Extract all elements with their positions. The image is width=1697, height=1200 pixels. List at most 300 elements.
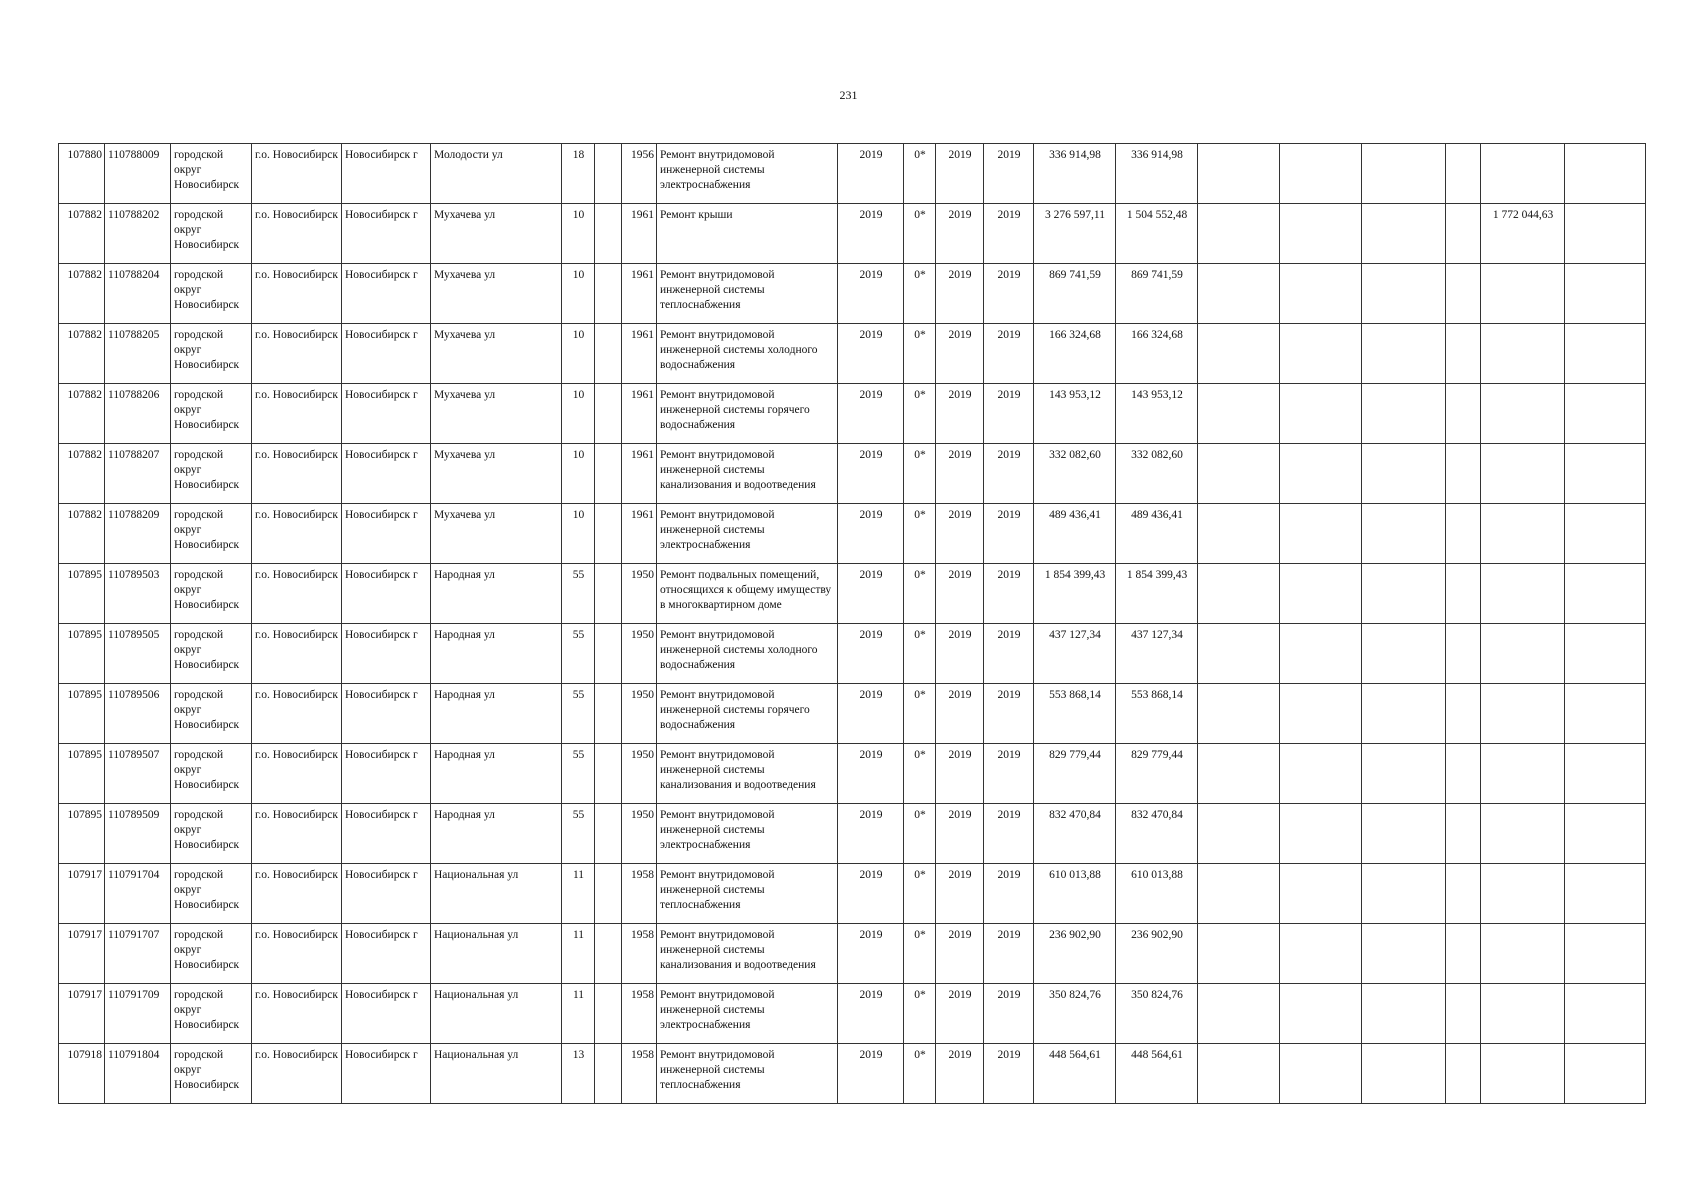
row-building xyxy=(595,744,622,804)
row-empty-2 xyxy=(1280,324,1362,384)
row-mo-short: г.о. Новосибирск xyxy=(252,924,342,984)
row-work-type: Ремонт крыши xyxy=(657,204,838,264)
row-city: Новосибирск г xyxy=(342,864,431,924)
row-year-end: 2019 xyxy=(984,804,1034,864)
row-municipality: городской округ Новосибирск xyxy=(171,924,252,984)
row-empty-1 xyxy=(1198,984,1280,1044)
row-mo-short: г.о. Новосибирск xyxy=(252,864,342,924)
row-extra-cost xyxy=(1481,444,1565,504)
row-empty-2 xyxy=(1280,924,1362,984)
row-city: Новосибирск г xyxy=(342,144,431,204)
row-flag: 0* xyxy=(904,504,936,564)
row-plan-year: 2019 xyxy=(838,384,904,444)
table-row xyxy=(59,864,1646,924)
row-total-cost: 1 854 399,43 xyxy=(1034,564,1116,624)
row-building xyxy=(595,504,622,564)
row-municipality: городской округ Новосибирск xyxy=(171,684,252,744)
row-total-cost: 610 013,88 xyxy=(1034,864,1116,924)
row-year-end: 2019 xyxy=(984,384,1034,444)
row-mo-short: г.о. Новосибирск xyxy=(252,264,342,324)
row-mo-short: г.о. Новосибирск xyxy=(252,984,342,1044)
row-municipality: городской округ Новосибирск xyxy=(171,444,252,504)
row-fund-cost: 336 914,98 xyxy=(1116,144,1198,204)
row-year-built: 1958 xyxy=(622,984,657,1044)
row-empty-3 xyxy=(1362,444,1446,504)
row-work-type: Ремонт подвальных помещений, относящихся к общему имуществу в многоквартирном доме xyxy=(657,564,838,624)
row-fund-cost: 829 779,44 xyxy=(1116,744,1198,804)
capital-repair-table xyxy=(58,143,1646,1104)
row-empty-1 xyxy=(1198,744,1280,804)
row-flag: 0* xyxy=(904,684,936,744)
row-street: Национальная ул xyxy=(431,864,562,924)
row-building xyxy=(595,384,622,444)
row-building xyxy=(595,1044,622,1104)
row-empty-5 xyxy=(1565,384,1646,444)
row-id: 107917 xyxy=(59,924,105,984)
row-work-type: Ремонт внутридомовой инженерной системы канализования и водоотведения xyxy=(657,924,838,984)
table-row xyxy=(59,504,1646,564)
row-plan-year: 2019 xyxy=(838,504,904,564)
row-total-cost: 489 436,41 xyxy=(1034,504,1116,564)
row-total-cost: 3 276 597,11 xyxy=(1034,204,1116,264)
row-extra-cost xyxy=(1481,984,1565,1044)
row-year-built: 1961 xyxy=(622,504,657,564)
row-empty-1 xyxy=(1198,624,1280,684)
row-code: 110789506 xyxy=(105,684,171,744)
row-empty-5 xyxy=(1565,804,1646,864)
row-house: 13 xyxy=(562,1044,595,1104)
row-work-type: Ремонт внутридомовой инженерной системы электроснабжения xyxy=(657,504,838,564)
row-city: Новосибирск г xyxy=(342,204,431,264)
row-work-type: Ремонт внутридомовой инженерной системы электроснабжения xyxy=(657,144,838,204)
row-total-cost: 236 902,90 xyxy=(1034,924,1116,984)
row-empty-3 xyxy=(1362,804,1446,864)
row-extra-cost xyxy=(1481,1044,1565,1104)
row-year-start: 2019 xyxy=(936,684,984,744)
row-plan-year: 2019 xyxy=(838,744,904,804)
table-row xyxy=(59,804,1646,864)
row-empty-4 xyxy=(1446,204,1481,264)
row-empty-2 xyxy=(1280,384,1362,444)
row-empty-2 xyxy=(1280,444,1362,504)
row-street: Мухачева ул xyxy=(431,264,562,324)
table-row xyxy=(59,144,1646,204)
row-building xyxy=(595,924,622,984)
row-mo-short: г.о. Новосибирск xyxy=(252,384,342,444)
table-row xyxy=(59,684,1646,744)
row-code: 110788204 xyxy=(105,264,171,324)
row-year-built: 1956 xyxy=(622,144,657,204)
row-house: 55 xyxy=(562,564,595,624)
row-plan-year: 2019 xyxy=(838,144,904,204)
row-work-type: Ремонт внутридомовой инженерной системы канализования и водоотведения xyxy=(657,444,838,504)
row-year-built: 1950 xyxy=(622,624,657,684)
row-empty-5 xyxy=(1565,864,1646,924)
row-year-end: 2019 xyxy=(984,924,1034,984)
row-city: Новосибирск г xyxy=(342,564,431,624)
row-year-start: 2019 xyxy=(936,504,984,564)
row-year-end: 2019 xyxy=(984,984,1034,1044)
row-fund-cost: 832 470,84 xyxy=(1116,804,1198,864)
row-municipality: городской округ Новосибирск xyxy=(171,1044,252,1104)
row-plan-year: 2019 xyxy=(838,324,904,384)
row-empty-3 xyxy=(1362,204,1446,264)
row-extra-cost xyxy=(1481,504,1565,564)
row-code: 110791804 xyxy=(105,1044,171,1104)
row-year-start: 2019 xyxy=(936,324,984,384)
row-year-start: 2019 xyxy=(936,624,984,684)
table-row xyxy=(59,324,1646,384)
row-extra-cost xyxy=(1481,144,1565,204)
row-building xyxy=(595,204,622,264)
row-code: 110788205 xyxy=(105,324,171,384)
page-number: 231 xyxy=(839,88,858,102)
row-house: 11 xyxy=(562,924,595,984)
row-year-built: 1950 xyxy=(622,744,657,804)
row-street: Народная ул xyxy=(431,564,562,624)
row-year-end: 2019 xyxy=(984,204,1034,264)
row-year-start: 2019 xyxy=(936,804,984,864)
row-city: Новосибирск г xyxy=(342,504,431,564)
row-year-built: 1961 xyxy=(622,264,657,324)
row-year-end: 2019 xyxy=(984,264,1034,324)
row-empty-1 xyxy=(1198,384,1280,444)
row-id: 107918 xyxy=(59,1044,105,1104)
row-empty-4 xyxy=(1446,924,1481,984)
row-code: 110789505 xyxy=(105,624,171,684)
row-city: Новосибирск г xyxy=(342,1044,431,1104)
row-municipality: городской округ Новосибирск xyxy=(171,324,252,384)
row-total-cost: 166 324,68 xyxy=(1034,324,1116,384)
row-mo-short: г.о. Новосибирск xyxy=(252,204,342,264)
row-year-built: 1958 xyxy=(622,864,657,924)
row-street: Мухачева ул xyxy=(431,204,562,264)
row-empty-3 xyxy=(1362,624,1446,684)
row-year-start: 2019 xyxy=(936,744,984,804)
row-street: Мухачева ул xyxy=(431,384,562,444)
row-year-built: 1961 xyxy=(622,444,657,504)
row-mo-short: г.о. Новосибирск xyxy=(252,144,342,204)
row-city: Новосибирск г xyxy=(342,804,431,864)
row-plan-year: 2019 xyxy=(838,684,904,744)
row-empty-3 xyxy=(1362,864,1446,924)
row-empty-3 xyxy=(1362,504,1446,564)
row-year-end: 2019 xyxy=(984,744,1034,804)
row-extra-cost xyxy=(1481,684,1565,744)
row-empty-5 xyxy=(1565,924,1646,984)
row-street: Национальная ул xyxy=(431,1044,562,1104)
row-id: 107917 xyxy=(59,864,105,924)
row-code: 110789507 xyxy=(105,744,171,804)
row-house: 11 xyxy=(562,984,595,1044)
row-street: Народная ул xyxy=(431,684,562,744)
row-flag: 0* xyxy=(904,144,936,204)
row-work-type: Ремонт внутридомовой инженерной системы теплоснабжения xyxy=(657,864,838,924)
row-total-cost: 437 127,34 xyxy=(1034,624,1116,684)
table-row xyxy=(59,984,1646,1044)
row-code: 110788209 xyxy=(105,504,171,564)
row-house: 10 xyxy=(562,324,595,384)
row-house: 10 xyxy=(562,504,595,564)
row-year-end: 2019 xyxy=(984,1044,1034,1104)
row-total-cost: 553 868,14 xyxy=(1034,684,1116,744)
row-fund-cost: 166 324,68 xyxy=(1116,324,1198,384)
row-extra-cost xyxy=(1481,384,1565,444)
row-id: 107895 xyxy=(59,564,105,624)
table-row xyxy=(59,1044,1646,1104)
row-id: 107917 xyxy=(59,984,105,1044)
row-flag: 0* xyxy=(904,264,936,324)
row-id: 107895 xyxy=(59,804,105,864)
row-fund-cost: 236 902,90 xyxy=(1116,924,1198,984)
row-empty-2 xyxy=(1280,504,1362,564)
row-mo-short: г.о. Новосибирск xyxy=(252,564,342,624)
row-empty-5 xyxy=(1565,744,1646,804)
row-house: 55 xyxy=(562,744,595,804)
row-fund-cost: 437 127,34 xyxy=(1116,624,1198,684)
row-mo-short: г.о. Новосибирск xyxy=(252,744,342,804)
row-plan-year: 2019 xyxy=(838,624,904,684)
row-year-built: 1961 xyxy=(622,204,657,264)
row-id: 107895 xyxy=(59,684,105,744)
row-empty-3 xyxy=(1362,144,1446,204)
row-municipality: городской округ Новосибирск xyxy=(171,204,252,264)
row-mo-short: г.о. Новосибирск xyxy=(252,444,342,504)
row-house: 11 xyxy=(562,864,595,924)
row-house: 10 xyxy=(562,264,595,324)
row-empty-1 xyxy=(1198,564,1280,624)
row-id: 107880 xyxy=(59,144,105,204)
row-fund-cost: 553 868,14 xyxy=(1116,684,1198,744)
row-year-start: 2019 xyxy=(936,204,984,264)
row-year-start: 2019 xyxy=(936,384,984,444)
row-street: Народная ул xyxy=(431,804,562,864)
row-empty-4 xyxy=(1446,684,1481,744)
row-year-start: 2019 xyxy=(936,144,984,204)
row-year-end: 2019 xyxy=(984,324,1034,384)
row-empty-5 xyxy=(1565,444,1646,504)
row-empty-5 xyxy=(1565,1044,1646,1104)
row-work-type: Ремонт внутридомовой инженерной системы холодного водоснабжения xyxy=(657,324,838,384)
row-plan-year: 2019 xyxy=(838,1044,904,1104)
row-empty-5 xyxy=(1565,144,1646,204)
row-id: 107882 xyxy=(59,264,105,324)
row-total-cost: 832 470,84 xyxy=(1034,804,1116,864)
row-empty-2 xyxy=(1280,864,1362,924)
row-total-cost: 829 779,44 xyxy=(1034,744,1116,804)
row-year-built: 1950 xyxy=(622,684,657,744)
row-plan-year: 2019 xyxy=(838,984,904,1044)
row-city: Новосибирск г xyxy=(342,744,431,804)
row-extra-cost xyxy=(1481,744,1565,804)
row-extra-cost xyxy=(1481,264,1565,324)
row-building xyxy=(595,684,622,744)
row-empty-3 xyxy=(1362,324,1446,384)
row-empty-3 xyxy=(1362,264,1446,324)
row-empty-4 xyxy=(1446,144,1481,204)
row-id: 107882 xyxy=(59,444,105,504)
row-street: Мухачева ул xyxy=(431,324,562,384)
row-empty-4 xyxy=(1446,864,1481,924)
row-municipality: городской округ Новосибирск xyxy=(171,384,252,444)
row-work-type: Ремонт внутридомовой инженерной системы горячего водоснабжения xyxy=(657,384,838,444)
row-code: 110791704 xyxy=(105,864,171,924)
row-fund-cost: 350 824,76 xyxy=(1116,984,1198,1044)
row-year-built: 1958 xyxy=(622,924,657,984)
row-total-cost: 143 953,12 xyxy=(1034,384,1116,444)
row-year-built: 1961 xyxy=(622,384,657,444)
row-empty-4 xyxy=(1446,744,1481,804)
row-year-built: 1958 xyxy=(622,1044,657,1104)
row-empty-2 xyxy=(1280,684,1362,744)
row-flag: 0* xyxy=(904,324,936,384)
row-total-cost: 869 741,59 xyxy=(1034,264,1116,324)
row-house: 55 xyxy=(562,684,595,744)
row-id: 107882 xyxy=(59,504,105,564)
row-street: Мухачева ул xyxy=(431,504,562,564)
row-code: 110788207 xyxy=(105,444,171,504)
row-fund-cost: 332 082,60 xyxy=(1116,444,1198,504)
row-municipality: городской округ Новосибирск xyxy=(171,864,252,924)
row-empty-3 xyxy=(1362,684,1446,744)
row-empty-2 xyxy=(1280,744,1362,804)
row-city: Новосибирск г xyxy=(342,924,431,984)
row-empty-5 xyxy=(1565,624,1646,684)
row-year-start: 2019 xyxy=(936,864,984,924)
table-row xyxy=(59,624,1646,684)
row-work-type: Ремонт внутридомовой инженерной системы канализования и водоотведения xyxy=(657,744,838,804)
row-code: 110789509 xyxy=(105,804,171,864)
row-mo-short: г.о. Новосибирск xyxy=(252,1044,342,1104)
row-empty-3 xyxy=(1362,1044,1446,1104)
row-mo-short: г.о. Новосибирск xyxy=(252,804,342,864)
row-flag: 0* xyxy=(904,864,936,924)
row-house: 10 xyxy=(562,204,595,264)
row-mo-short: г.о. Новосибирск xyxy=(252,504,342,564)
row-work-type: Ремонт внутридомовой инженерной системы теплоснабжения xyxy=(657,264,838,324)
row-empty-1 xyxy=(1198,1044,1280,1104)
row-empty-2 xyxy=(1280,144,1362,204)
row-street: Национальная ул xyxy=(431,924,562,984)
row-flag: 0* xyxy=(904,984,936,1044)
row-street: Народная ул xyxy=(431,744,562,804)
row-empty-1 xyxy=(1198,444,1280,504)
row-empty-3 xyxy=(1362,984,1446,1044)
row-empty-2 xyxy=(1280,564,1362,624)
row-empty-4 xyxy=(1446,624,1481,684)
row-empty-1 xyxy=(1198,864,1280,924)
row-fund-cost: 1 504 552,48 xyxy=(1116,204,1198,264)
row-flag: 0* xyxy=(904,1044,936,1104)
row-code: 110789503 xyxy=(105,564,171,624)
row-year-start: 2019 xyxy=(936,924,984,984)
row-extra-cost xyxy=(1481,324,1565,384)
row-house: 55 xyxy=(562,804,595,864)
row-work-type: Ремонт внутридомовой инженерной системы теплоснабжения xyxy=(657,1044,838,1104)
row-fund-cost: 448 564,61 xyxy=(1116,1044,1198,1104)
table-row xyxy=(59,744,1646,804)
row-id: 107895 xyxy=(59,744,105,804)
row-year-end: 2019 xyxy=(984,624,1034,684)
row-house: 10 xyxy=(562,384,595,444)
row-empty-2 xyxy=(1280,1044,1362,1104)
row-flag: 0* xyxy=(904,624,936,684)
row-empty-5 xyxy=(1565,504,1646,564)
row-building xyxy=(595,324,622,384)
row-city: Новосибирск г xyxy=(342,984,431,1044)
row-city: Новосибирск г xyxy=(342,264,431,324)
row-mo-short: г.о. Новосибирск xyxy=(252,324,342,384)
row-plan-year: 2019 xyxy=(838,924,904,984)
row-flag: 0* xyxy=(904,804,936,864)
row-empty-4 xyxy=(1446,444,1481,504)
row-work-type: Ремонт внутридомовой инженерной системы электроснабжения xyxy=(657,804,838,864)
row-code: 110788206 xyxy=(105,384,171,444)
row-code: 110791709 xyxy=(105,984,171,1044)
row-total-cost: 336 914,98 xyxy=(1034,144,1116,204)
row-work-type: Ремонт внутридомовой инженерной системы горячего водоснабжения xyxy=(657,684,838,744)
row-year-start: 2019 xyxy=(936,444,984,504)
row-fund-cost: 869 741,59 xyxy=(1116,264,1198,324)
row-id: 107895 xyxy=(59,624,105,684)
row-municipality: городской округ Новосибирск xyxy=(171,624,252,684)
table-row xyxy=(59,444,1646,504)
row-plan-year: 2019 xyxy=(838,264,904,324)
row-city: Новосибирск г xyxy=(342,324,431,384)
row-empty-1 xyxy=(1198,504,1280,564)
row-empty-1 xyxy=(1198,684,1280,744)
table-row xyxy=(59,564,1646,624)
table-row xyxy=(59,924,1646,984)
row-empty-1 xyxy=(1198,204,1280,264)
row-fund-cost: 489 436,41 xyxy=(1116,504,1198,564)
row-mo-short: г.о. Новосибирск xyxy=(252,624,342,684)
row-city: Новосибирск г xyxy=(342,684,431,744)
row-plan-year: 2019 xyxy=(838,564,904,624)
row-empty-4 xyxy=(1446,384,1481,444)
row-id: 107882 xyxy=(59,204,105,264)
row-empty-2 xyxy=(1280,264,1362,324)
row-street: Молодости ул xyxy=(431,144,562,204)
row-empty-5 xyxy=(1565,984,1646,1044)
row-empty-1 xyxy=(1198,324,1280,384)
row-year-end: 2019 xyxy=(984,684,1034,744)
row-building xyxy=(595,564,622,624)
row-municipality: городской округ Новосибирск xyxy=(171,744,252,804)
row-flag: 0* xyxy=(904,564,936,624)
row-plan-year: 2019 xyxy=(838,444,904,504)
row-empty-4 xyxy=(1446,804,1481,864)
row-flag: 0* xyxy=(904,384,936,444)
row-plan-year: 2019 xyxy=(838,204,904,264)
row-flag: 0* xyxy=(904,204,936,264)
row-code: 110788009 xyxy=(105,144,171,204)
row-municipality: городской округ Новосибирск xyxy=(171,504,252,564)
row-building xyxy=(595,864,622,924)
row-code: 110791707 xyxy=(105,924,171,984)
row-empty-3 xyxy=(1362,924,1446,984)
row-empty-3 xyxy=(1362,744,1446,804)
row-house: 55 xyxy=(562,624,595,684)
row-work-type: Ремонт внутридомовой инженерной системы холодного водоснабжения xyxy=(657,624,838,684)
row-extra-cost xyxy=(1481,624,1565,684)
row-empty-5 xyxy=(1565,264,1646,324)
row-empty-3 xyxy=(1362,384,1446,444)
row-street: Мухачева ул xyxy=(431,444,562,504)
row-empty-2 xyxy=(1280,804,1362,864)
row-year-end: 2019 xyxy=(984,504,1034,564)
row-year-built: 1961 xyxy=(622,324,657,384)
